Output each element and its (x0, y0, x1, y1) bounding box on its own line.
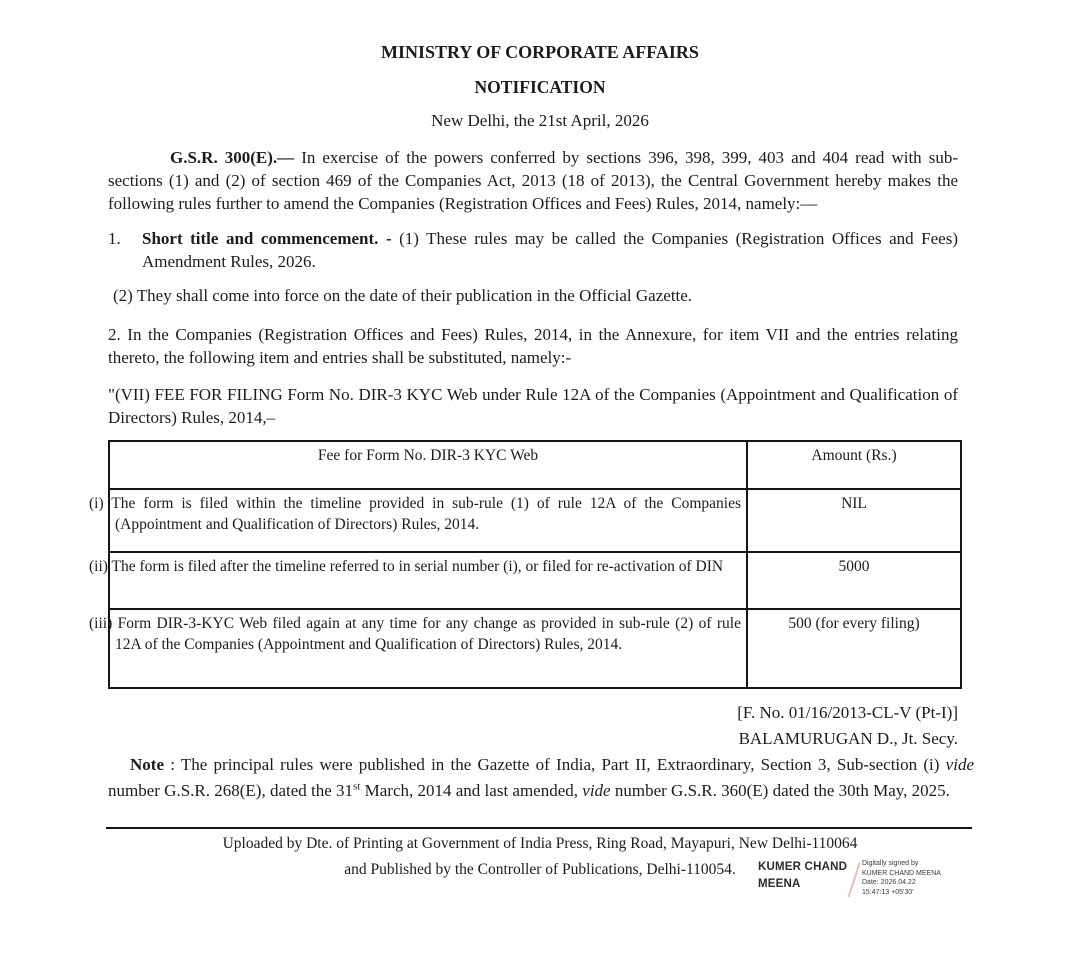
note-superscript: st (353, 780, 361, 793)
digital-signature-block (758, 859, 941, 897)
footer-uploaded-line: Uploaded by Dte. of Printing at Government of India Press, Ring Road, Mayapuri, New Delhi-110064 (222, 835, 858, 852)
amendment-paragraph: 2. In the Companies (Registration Offices and Fees) Rules, 2014, in the Annexure, for item VII and the entries relating thereto, the following item and entries shall be substituted, namely:- (108, 325, 958, 367)
footer-published-line: and Published by the Controller of Publications, Delhi-110054. (344, 861, 736, 878)
signature-details (854, 859, 941, 897)
page-footer (0, 827, 1080, 937)
note-vide-1: vide (945, 755, 974, 774)
note-part-2: number G.S.R. 268(E), dated the 31 (108, 781, 354, 800)
file-number: [F. No. 01/16/2013-CL-V (Pt-I)] (737, 703, 958, 722)
note-paragraph (108, 752, 974, 804)
note-part-3: March, 2014 and last amended, (360, 781, 583, 800)
gsr-text: In exercise of the powers conferred by sections 396, 398, 399, 403 and 404 read with sub-sections (1) and (2) of section 469 of the Companies Act, 2013 (18 of 2013), the Central Government hereby makes the following rules further to amend the Companies (Registration Offices and Fees) Rules, 2014, namely:— (108, 148, 958, 213)
clause-2-paragraph: (2) They shall come into force on the date of their publication in the Official Gazette. (113, 286, 693, 305)
fee-table-header-amount: Amount (Rs.) (747, 441, 961, 489)
signature-detail-line: Digitally signed by (862, 860, 919, 867)
item-number: 1. (108, 229, 121, 248)
item-vii-paragraph: "(VII) FEE FOR FILING Form No. DIR-3 KYC Web under Rule 12A of the Companies (Appointment and Qualification of Directors) Rules, 2014,– (108, 385, 958, 427)
fee-table (89, 440, 962, 689)
document-body (89, 146, 974, 804)
fee-description: (i) The form is filed within the timeline provided in sub-rule (1) of rule 12A of the Companies (Appointment and Qualification of Directors) Rules, 2014. (109, 489, 747, 552)
fee-table-header-row (109, 441, 961, 489)
gsr-paragraph (108, 146, 958, 215)
table-row (109, 552, 961, 609)
item-1-text: (1) These rules may be called the Companies (Registration Offices and Fees) Amendment Rules, 2026. (142, 229, 958, 271)
signature-detail-line: 15:47:13 +05'30' (862, 888, 914, 896)
signature-detail-line: Date: 2026.04.22 (862, 879, 916, 886)
note-vide-2: vide (582, 781, 611, 800)
fee-amount: 5000 (747, 552, 961, 609)
rule-item-1 (108, 227, 958, 273)
table-row (109, 609, 961, 688)
fee-table-header-description: Fee for Form No. DIR-3 KYC Web (109, 441, 747, 489)
ministry-title: MINISTRY OF CORPORATE AFFAIRS (381, 42, 699, 62)
fee-amount: 500 (for every filing) (747, 609, 961, 688)
gsr-number: G.S.R. 300(E).— (170, 148, 295, 167)
table-row (109, 489, 961, 552)
signature-name: KUMER CHAND MEENA (758, 861, 848, 890)
signature-detail-line: KUMER CHAND MEENA (862, 869, 941, 877)
footer-divider (106, 827, 972, 829)
signatory: BALAMURUGAN D., Jt. Secy. (738, 729, 958, 748)
note-part-1: : The principal rules were published in the Gazette of India, Part II, Extraordinary, Section 3, Sub-section (i) (163, 755, 946, 774)
item-1-paragraph (142, 227, 958, 273)
document-header (0, 0, 1080, 131)
dateline: New Delhi, the 21st April, 2026 (431, 111, 649, 130)
fee-description: (iii) Form DIR-3-KYC Web filed again at any time for any change as provided in sub-rule (2) of rule 12A of the Companies (Appointment and Qualification of Directors) Rules, 2014. (109, 609, 747, 688)
fee-amount: NIL (747, 489, 961, 552)
note-part-4: number G.S.R. 360(E) dated the 30th May, 2025. (610, 781, 950, 800)
fee-description: (ii) The form is filed after the timeline referred to in serial number (i), or filed for re-activation of DIN (109, 552, 747, 609)
note-label: Note (130, 755, 164, 774)
notification-heading: NOTIFICATION (474, 77, 606, 97)
item-1-lead: Short title and commencement. - (142, 229, 392, 248)
